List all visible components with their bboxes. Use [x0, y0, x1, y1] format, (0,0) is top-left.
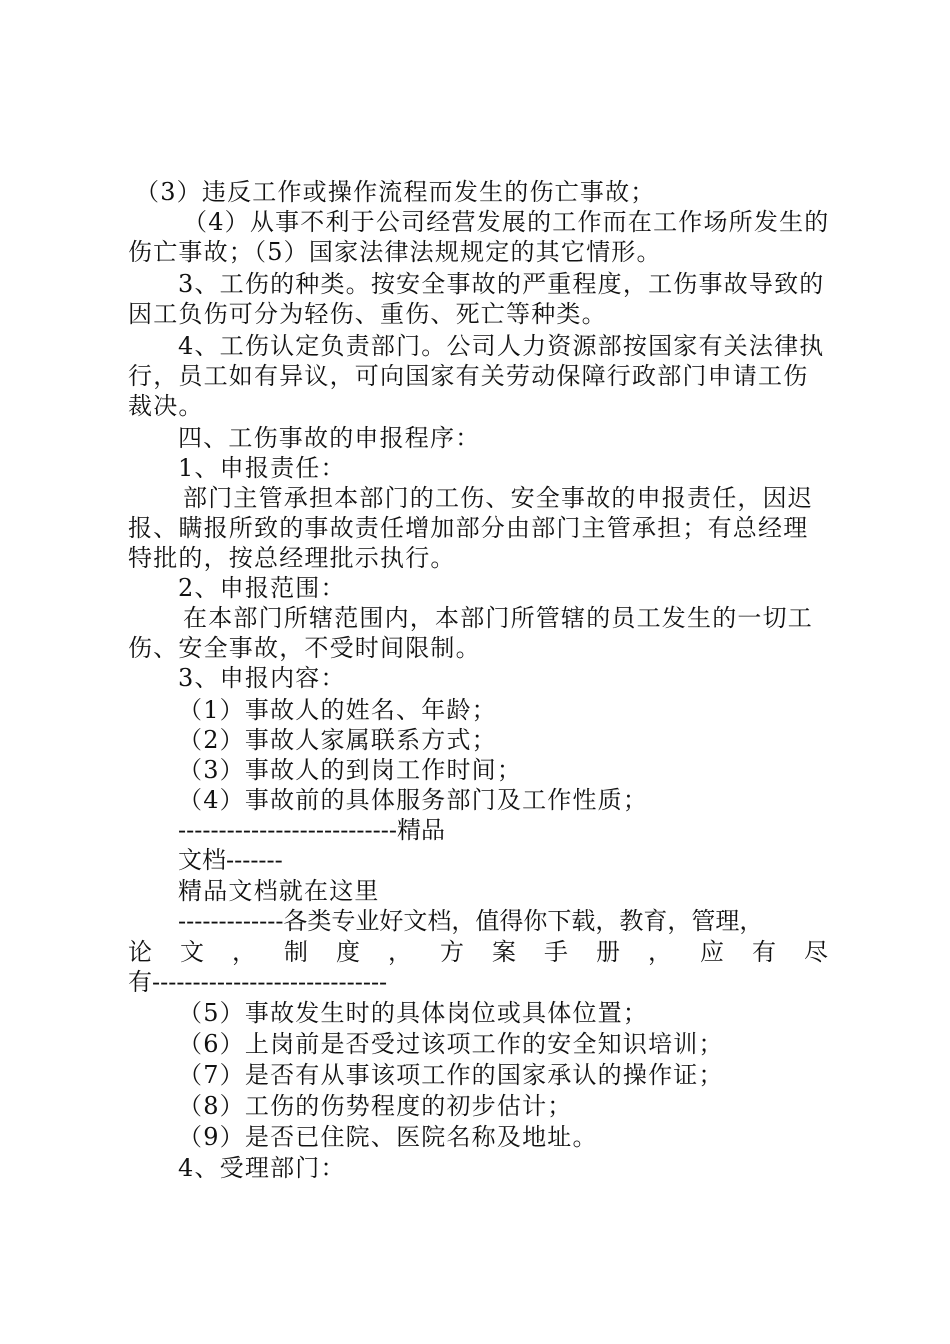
text-line: 裁决。: [128, 392, 204, 420]
text-line: 在本部门所辖范围内，本部门所管辖的员工发生的一切工: [183, 604, 813, 632]
text-line: （4）从事不利于公司经营发展的工作而在工作场所发生的: [183, 208, 830, 236]
list-item: （1）事故人的姓名、年龄；: [178, 696, 497, 724]
watermark-line: ---------------------------精品: [178, 816, 445, 844]
list-item: （6）上岗前是否受过该项工作的安全知识培训；: [178, 1030, 724, 1058]
list-item: （9）是否已住院、医院名称及地址。: [178, 1123, 598, 1151]
watermark-line: 精品文档就在这里: [178, 877, 380, 905]
text-char: 手: [544, 938, 568, 966]
text-line: 报、瞒报所致的事故责任增加部分由部门主管承担；有总经理: [128, 514, 809, 542]
text-char: ，: [232, 938, 256, 966]
text-line: 伤亡事故；（5）国家法律法规规定的其它情形。: [128, 238, 662, 266]
text-line: 3、工伤的种类。按安全事故的严重程度，工伤事故导致的: [178, 270, 825, 298]
section-heading: 四、工伤事故的申报程序：: [178, 424, 481, 452]
list-item: （3）事故人的到岗工作时间；: [178, 756, 523, 784]
text-char: 案: [492, 938, 516, 966]
watermark-line: 有-----------------------------: [128, 968, 388, 996]
subsection-heading: 3、申报内容：: [178, 664, 346, 692]
text-char: 应: [700, 938, 724, 966]
text-line: 行，员工如有异议，可向国家有关劳动保障行政部门申请工伤: [128, 362, 809, 390]
subsection-heading: 4、受理部门：: [178, 1154, 346, 1182]
text-line: （3）违反工作或操作流程而发生的伤亡事故；: [135, 178, 656, 206]
watermark-line: -------------各类专业好文档，值得你下载，教育，管理，: [178, 907, 764, 935]
text-line: 部门主管承担本部门的工伤、安全事故的申报责任，因迟: [183, 484, 813, 512]
list-item: （2）事故人家属联系方式；: [178, 726, 497, 754]
text-line: 伤、安全事故，不受时间限制。: [128, 634, 481, 662]
text-char: 制: [284, 938, 308, 966]
watermark-line: [128, 937, 828, 967]
list-item: （5）事故发生时的具体岗位或具体位置；: [178, 999, 649, 1027]
text-line: 因工负伤可分为轻伤、重伤、死亡等种类。: [128, 300, 607, 328]
text-char: 有: [752, 938, 776, 966]
watermark-line: 文档-------: [178, 846, 283, 874]
list-item: （8）工伤的伤势程度的初步估计；: [178, 1092, 573, 1120]
text-char: 册: [596, 938, 620, 966]
text-char: ，: [648, 938, 672, 966]
text-char: 文: [180, 938, 204, 966]
subsection-heading: 1、申报责任：: [178, 454, 346, 482]
subsection-heading: 2、申报范围：: [178, 574, 346, 602]
list-item: （7）是否有从事该项工作的国家承认的操作证；: [178, 1061, 724, 1089]
list-item: （4）事故前的具体服务部门及工作性质；: [178, 786, 649, 814]
text-char: 尽: [804, 938, 828, 966]
text-line: 特批的，按总经理批示执行。: [128, 544, 456, 572]
text-char: 度: [336, 938, 360, 966]
text-line: 4、工伤认定负责部门。公司人力资源部按国家有关法律执: [178, 332, 825, 360]
text-char: 方: [440, 938, 464, 966]
text-char: ，: [388, 938, 412, 966]
text-char: 论: [128, 938, 152, 966]
